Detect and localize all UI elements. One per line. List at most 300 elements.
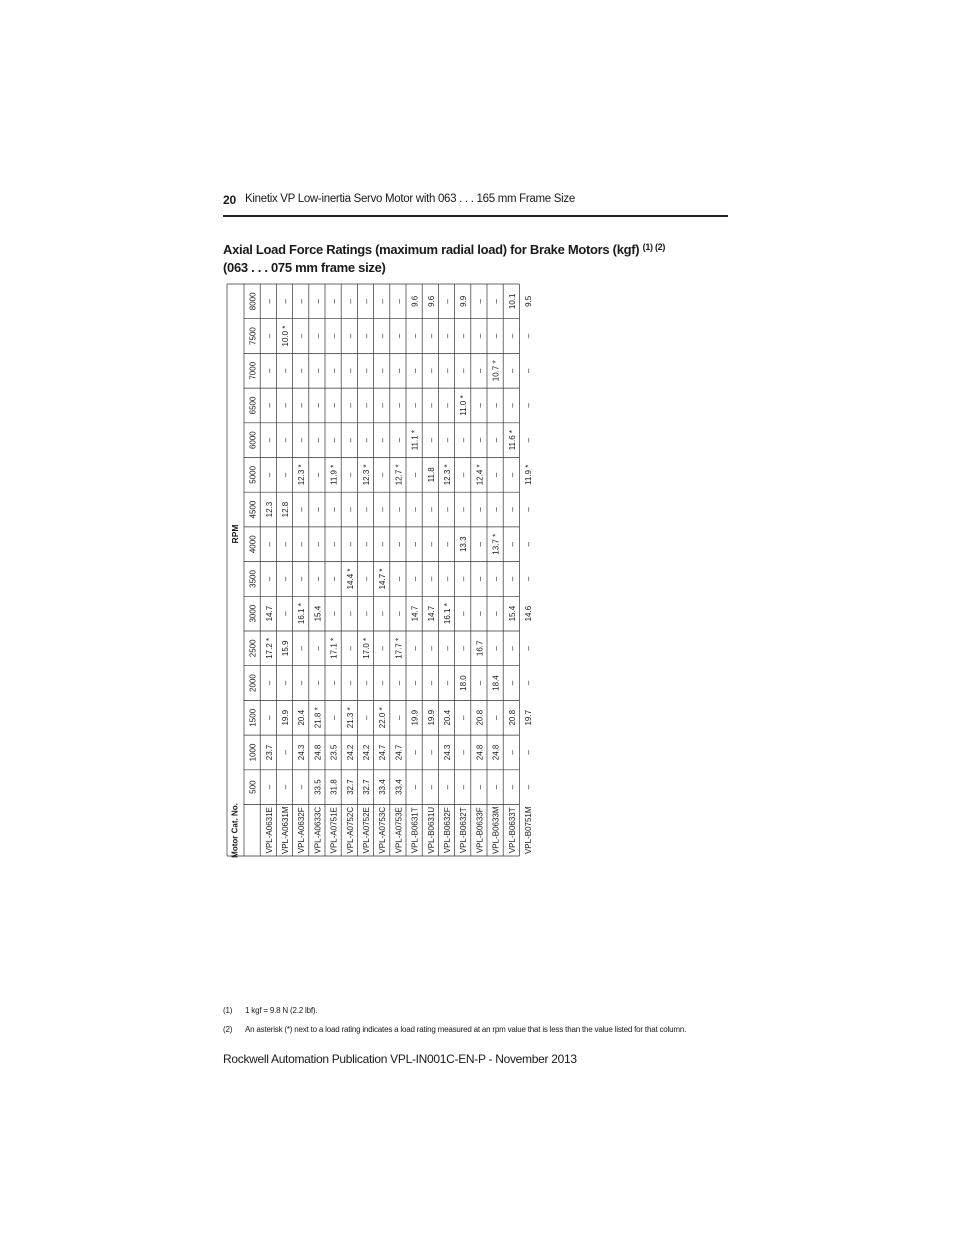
table-cell: – [491, 472, 501, 478]
table-cell: 18.4 [491, 675, 501, 691]
table-cell: – [362, 611, 371, 616]
table-cell: – [281, 750, 290, 755]
table-cell: – [410, 542, 420, 547]
rpm-label-6500: 6500 [248, 396, 258, 415]
table-cell: – [394, 576, 404, 582]
table-cell: – [426, 576, 436, 582]
table-cell: – [410, 507, 420, 512]
table-cell: – [378, 437, 388, 443]
table-cell: – [394, 507, 404, 512]
table-cell: 19.9 [410, 709, 420, 726]
table-cell: – [313, 680, 323, 686]
catalog-number: VPL-A0631E [264, 807, 274, 854]
table-cell: – [362, 576, 371, 582]
table-cell: – [475, 576, 485, 582]
table-cell: – [475, 680, 485, 686]
table-cell: 14.6 [524, 605, 533, 622]
axial-load-table-svg [227, 284, 539, 856]
table-cell: – [475, 299, 485, 304]
table-cell: 15.4 [313, 605, 323, 622]
table-cell: 19.7 [524, 709, 533, 726]
table-cell: – [443, 403, 452, 408]
table-cell: – [345, 299, 355, 304]
table-cell: 11.9 * [524, 464, 533, 486]
catalog-number: VPL-A0631M [281, 806, 290, 855]
table-cell: – [524, 437, 533, 443]
table-cell: – [281, 403, 290, 408]
table-cell: – [507, 576, 517, 582]
table-cell: – [362, 680, 371, 686]
table-cell: – [297, 680, 307, 686]
table-cell: – [459, 368, 469, 373]
table-cell: – [443, 299, 452, 304]
table-cell: – [426, 507, 436, 512]
table-cell: – [264, 472, 274, 478]
table-cell: – [524, 542, 533, 547]
table-cell: 15.9 [281, 640, 290, 657]
table-cell: 24.7 [394, 744, 404, 761]
table-cell: – [378, 368, 388, 373]
table-cell: – [264, 715, 274, 720]
table-cell: 15.4 [507, 605, 517, 622]
table-cell: 17.2 * [264, 637, 274, 659]
rpm-label-2500: 2500 [248, 639, 258, 658]
catalog-number: VPL-A0753E [394, 807, 404, 854]
table-cell: – [264, 333, 274, 339]
table-cell: – [524, 507, 533, 512]
table-cell: – [345, 472, 355, 478]
table-cell: – [264, 368, 274, 373]
table-cell: – [524, 576, 533, 582]
table-cell: – [426, 542, 436, 547]
table-cell: – [459, 472, 469, 478]
catalog-number: VPL-A0633C [313, 806, 323, 854]
table-cell: – [329, 576, 339, 582]
section-title-line2: (063 . . . 075 mm frame size) [223, 260, 386, 275]
table-cell: 24.8 [313, 744, 323, 761]
rpm-label-4000: 4000 [248, 535, 258, 554]
section-title-line1: Axial Load Force Ratings (maximum radial load) for Brake Motors (kgf) [223, 242, 640, 257]
table-cell: – [491, 715, 501, 720]
table-cell: – [345, 333, 355, 339]
table-cell: – [491, 646, 501, 651]
table-cell: – [475, 368, 485, 373]
rpm-label-4500: 4500 [248, 500, 258, 519]
table-cell: – [507, 646, 517, 651]
table-cell: – [345, 680, 355, 686]
table-cell: – [426, 680, 436, 686]
table-cell: – [281, 784, 290, 790]
catalog-number: VPL-B0631U [426, 806, 436, 854]
table-cell: – [426, 784, 436, 790]
table-cell: – [524, 784, 533, 790]
footnote-2-number: (2) [223, 1025, 233, 1034]
table-cell: – [394, 715, 404, 720]
table-cell: – [459, 784, 469, 790]
table-cell: 9.6 [410, 295, 420, 307]
table-cell: – [394, 437, 404, 443]
table-cell: – [410, 576, 420, 582]
table-cell: 12.8 [281, 501, 290, 518]
table-cell: – [507, 784, 517, 790]
table-cell: – [507, 333, 517, 339]
table-cell: 22.0 * [378, 707, 388, 729]
rpm-label-7000: 7000 [248, 361, 258, 380]
page-number: 20 [223, 193, 236, 207]
table-cell: – [524, 333, 533, 339]
rpm-label-2000: 2000 [248, 674, 258, 692]
table-cell: – [524, 750, 533, 755]
table-cell: – [362, 403, 371, 408]
table-cell: – [394, 368, 404, 373]
table-cell: – [459, 576, 469, 582]
table-cell: 11.0 * [459, 395, 469, 416]
table-cell: – [394, 611, 404, 616]
table-cell: – [297, 333, 307, 339]
page-header-title: Kinetix VP Low-inertia Servo Motor with 063 . . . 165 mm Frame Size [245, 193, 575, 205]
table-cell: 16.1 * [297, 603, 307, 625]
table-cell: – [281, 576, 290, 582]
table-cell: – [297, 403, 307, 408]
table-cell: 14.7 [264, 605, 274, 622]
table-cell: – [524, 403, 533, 408]
table-cell: – [475, 611, 485, 616]
catalog-number: VPL-A0632F [297, 807, 307, 854]
rpm-label-1500: 1500 [248, 708, 258, 727]
table-cell: – [394, 680, 404, 686]
table-cell: 32.7 [345, 779, 355, 795]
page-header [223, 193, 728, 219]
table-cell: – [524, 680, 533, 686]
table-cell: 20.4 [297, 709, 307, 726]
table-cell: – [507, 680, 517, 686]
catalog-header: Motor Cat. No. [230, 803, 240, 858]
table-cell: – [443, 680, 452, 686]
table-cell: – [475, 542, 485, 547]
table-cell: – [345, 507, 355, 512]
table-cell: – [329, 368, 339, 373]
table-cell: 17.7 * [394, 637, 404, 659]
table-cell: – [491, 333, 501, 339]
table-cell: – [394, 403, 404, 408]
table-cell: – [491, 437, 501, 443]
table-cell: – [378, 542, 388, 547]
table-cell: – [329, 542, 339, 547]
table-cell: – [443, 437, 452, 443]
table-cell: – [394, 299, 404, 304]
catalog-number: VPL-B0631T [410, 807, 420, 854]
table-cell: – [281, 472, 290, 478]
table-cell: 21.8 * [313, 707, 323, 729]
table-cell: – [394, 542, 404, 547]
table-cell: – [426, 437, 436, 443]
table-cell: – [329, 437, 339, 443]
table-cell: – [410, 333, 420, 339]
table-cell: 12.3 * [443, 464, 452, 486]
table-cell: 24.3 [297, 744, 307, 761]
rpm-label-3500: 3500 [248, 570, 258, 588]
footnote-refs: (1) (2) [642, 242, 666, 252]
table-cell: – [313, 472, 323, 478]
table-cell: – [329, 611, 339, 616]
table-cell: – [345, 646, 355, 651]
table-cell: – [443, 333, 452, 339]
table-cell: – [410, 472, 420, 478]
table-cell: – [459, 333, 469, 339]
table-cell: – [426, 368, 436, 373]
table-cell: 24.8 [491, 744, 501, 761]
table-cell: – [313, 542, 323, 547]
table-cell: – [459, 437, 469, 443]
table-cell: – [362, 542, 371, 547]
table-cell: 10.0 * [281, 325, 290, 347]
table-cell: – [443, 507, 452, 512]
table-cell: – [281, 611, 290, 616]
table-cell: – [297, 368, 307, 373]
table-cell: – [297, 542, 307, 547]
table-cell: – [426, 750, 436, 755]
table-cell: – [507, 368, 517, 373]
table-cell: 20.8 [507, 709, 517, 726]
table-cell: 13.3 [459, 536, 469, 553]
section-title [223, 238, 665, 277]
catalog-number: VPL-B0633T [507, 807, 517, 854]
table-cell: – [264, 784, 274, 790]
catalog-number: VPL-B0751M [524, 806, 533, 855]
table-cell: – [426, 333, 436, 339]
table-cell: 10.7 * [491, 360, 501, 382]
table-cell: – [362, 437, 371, 443]
table-cell: – [426, 646, 436, 651]
table-cell: – [410, 368, 420, 373]
table-cell: – [443, 542, 452, 547]
table-cell: 20.4 [443, 709, 452, 726]
table-cell: – [264, 437, 274, 443]
table-cell: 11.9 * [329, 464, 339, 486]
table-cell: – [410, 680, 420, 686]
footnote-1-text: 1 kgf = 9.8 N (2.2 lbf). [245, 1006, 318, 1015]
table-cell: – [524, 368, 533, 373]
table-cell: 33.4 [378, 779, 388, 795]
table-cell: 14.7 [410, 605, 420, 622]
table-cell: – [345, 542, 355, 547]
rpm-label-3000: 3000 [248, 604, 258, 623]
table-cell: – [378, 472, 388, 478]
rpm-header: RPM [230, 524, 240, 544]
table-cell: – [443, 368, 452, 373]
table-cell: – [329, 715, 339, 720]
table-cell: – [281, 542, 290, 547]
catalog-number: VPL-A0752E [362, 807, 371, 854]
table-cell: 31.8 [329, 779, 339, 795]
footnote-1-number: (1) [223, 1006, 233, 1015]
header-rule [223, 215, 728, 217]
table-cell: – [378, 403, 388, 408]
table-cell: – [443, 576, 452, 582]
table-cell: – [410, 646, 420, 651]
table-cell: 9.6 [426, 295, 436, 307]
table-cell: 33.4 [394, 779, 404, 795]
table-cell: – [459, 646, 469, 651]
table-cell: 23.5 [329, 744, 339, 761]
catalog-number: VPL-A0751E [329, 807, 339, 854]
table-cell: 14.7 * [378, 568, 388, 590]
footnote-2-text: An asterisk (*) next to a load rating indicates a load rating measured at an rpm value that is less than the value listed for that column. [245, 1025, 687, 1034]
table-cell: – [459, 715, 469, 720]
table-cell: – [459, 750, 469, 755]
table-cell: – [410, 403, 420, 408]
table-cell: – [362, 333, 371, 339]
table-cell: – [329, 680, 339, 686]
table-cell: – [313, 299, 323, 304]
table-cell: – [394, 333, 404, 339]
table-cell: – [329, 403, 339, 408]
table-cell: – [524, 646, 533, 651]
table-cell: – [443, 784, 452, 790]
table-cell: – [507, 750, 517, 755]
table-cell: – [345, 437, 355, 443]
table-cell: 13.7 * [491, 533, 501, 555]
axial-load-table [227, 284, 539, 856]
rpm-label-1000: 1000 [248, 743, 258, 762]
table-cell: – [491, 299, 501, 304]
table-cell: 12.7 * [394, 464, 404, 486]
table-cell: – [313, 507, 323, 512]
table-cell: – [313, 646, 323, 651]
table-cell: 19.9 [281, 709, 290, 726]
table-cell: – [475, 507, 485, 512]
table-cell: 11.6 * [507, 429, 517, 451]
table-cell: 9.5 [524, 295, 533, 307]
table-cell: – [297, 576, 307, 582]
table-cell: – [426, 403, 436, 408]
table-cell: 21.3 * [345, 707, 355, 729]
table-cell: – [297, 507, 307, 512]
table-cell: 24.7 [378, 744, 388, 761]
table-cell: – [491, 507, 501, 512]
table-cell: – [329, 333, 339, 339]
table-cell: 17.0 * [362, 637, 371, 659]
table-cell: – [281, 299, 290, 304]
table-cell: – [410, 784, 420, 790]
table-cell: – [443, 646, 452, 651]
table-cell: – [362, 368, 371, 373]
table-cell: – [329, 507, 339, 512]
table-cell: 9.9 [459, 295, 469, 307]
table-cell: – [297, 437, 307, 443]
table-cell: 11.1 * [410, 429, 420, 451]
table-cell: 32.7 [362, 779, 371, 795]
table-cell: – [378, 680, 388, 686]
table-cell: – [313, 437, 323, 443]
catalog-number: VPL-A0753C [378, 806, 388, 854]
table-cell: – [281, 437, 290, 443]
table-cell: – [264, 542, 274, 547]
table-cell: – [410, 750, 420, 755]
table-cell: – [281, 680, 290, 686]
table-cell: – [507, 472, 517, 478]
table-cell: 24.2 [345, 744, 355, 761]
table-cell: – [475, 784, 485, 790]
table-cell: – [313, 403, 323, 408]
rpm-label-5000: 5000 [248, 465, 258, 484]
table-cell: – [459, 507, 469, 512]
table-cell: 20.8 [475, 709, 485, 726]
table-cell: – [507, 403, 517, 408]
table-cell: – [345, 611, 355, 616]
rpm-label-6000: 6000 [248, 431, 258, 450]
table-cell: 10.1 [507, 293, 517, 310]
table-cell: – [491, 403, 501, 408]
table-cell: – [459, 611, 469, 616]
table-cell: 17.1 * [329, 637, 339, 659]
table-cell: – [297, 299, 307, 304]
table-cell: 12.4 * [475, 464, 485, 486]
table-cell: 14.4 * [345, 568, 355, 590]
table-cell: 12.3 [264, 501, 274, 518]
table-cell: – [475, 403, 485, 408]
table-cell: – [329, 299, 339, 304]
table-cell: – [264, 680, 274, 686]
table-cell: – [491, 784, 501, 790]
table-cell: – [378, 333, 388, 339]
table-cell: – [475, 333, 485, 339]
table-cell: – [507, 542, 517, 547]
table-cell: 24.3 [443, 744, 452, 761]
table-cell: – [264, 403, 274, 408]
table-cell: 14.7 [426, 605, 436, 622]
table-cell: – [491, 611, 501, 616]
table-cell: 24.2 [362, 744, 371, 761]
table-cell: 24.8 [475, 744, 485, 761]
table-cell: – [378, 611, 388, 616]
table-cell: – [297, 646, 307, 651]
table-cell: – [313, 576, 323, 582]
table-cell: 12.3 * [362, 464, 371, 486]
table-cell: – [491, 576, 501, 582]
table-cell: – [475, 437, 485, 443]
table-cell: – [362, 507, 371, 512]
rpm-label-8000: 8000 [248, 292, 258, 311]
table-cell: – [378, 507, 388, 512]
table-cell: – [362, 299, 371, 304]
table-cell: – [264, 576, 274, 582]
publication-footer: Rockwell Automation Publication VPL-IN001C-EN-P - November 2013 [223, 1052, 577, 1066]
catalog-number: VPL-A0752C [345, 806, 355, 854]
rpm-label-7500: 7500 [248, 327, 258, 345]
table-cell: – [281, 368, 290, 373]
table-cell: – [313, 368, 323, 373]
table-cell: 23.7 [264, 744, 274, 761]
table-cell: – [378, 646, 388, 651]
table-cell: 19.9 [426, 709, 436, 726]
table-cell: 16.7 [475, 640, 485, 657]
rpm-label-500: 500 [248, 780, 258, 794]
table-cell: 11.8 [426, 467, 436, 483]
table-cell: – [313, 333, 323, 339]
table-cell: – [264, 299, 274, 304]
catalog-number: VPL-B0633F [475, 807, 485, 854]
catalog-number: VPL-B0632T [459, 807, 469, 854]
catalog-number: VPL-B0632F [443, 807, 452, 854]
table-cell: – [362, 715, 371, 720]
table-cell: 12.3 * [297, 464, 307, 486]
table-cell: 33.5 [313, 779, 323, 795]
catalog-number: VPL-B0633M [491, 806, 501, 855]
table-cell: – [345, 368, 355, 373]
table-cell: – [345, 403, 355, 408]
table-cell: 18.0 [459, 675, 469, 691]
